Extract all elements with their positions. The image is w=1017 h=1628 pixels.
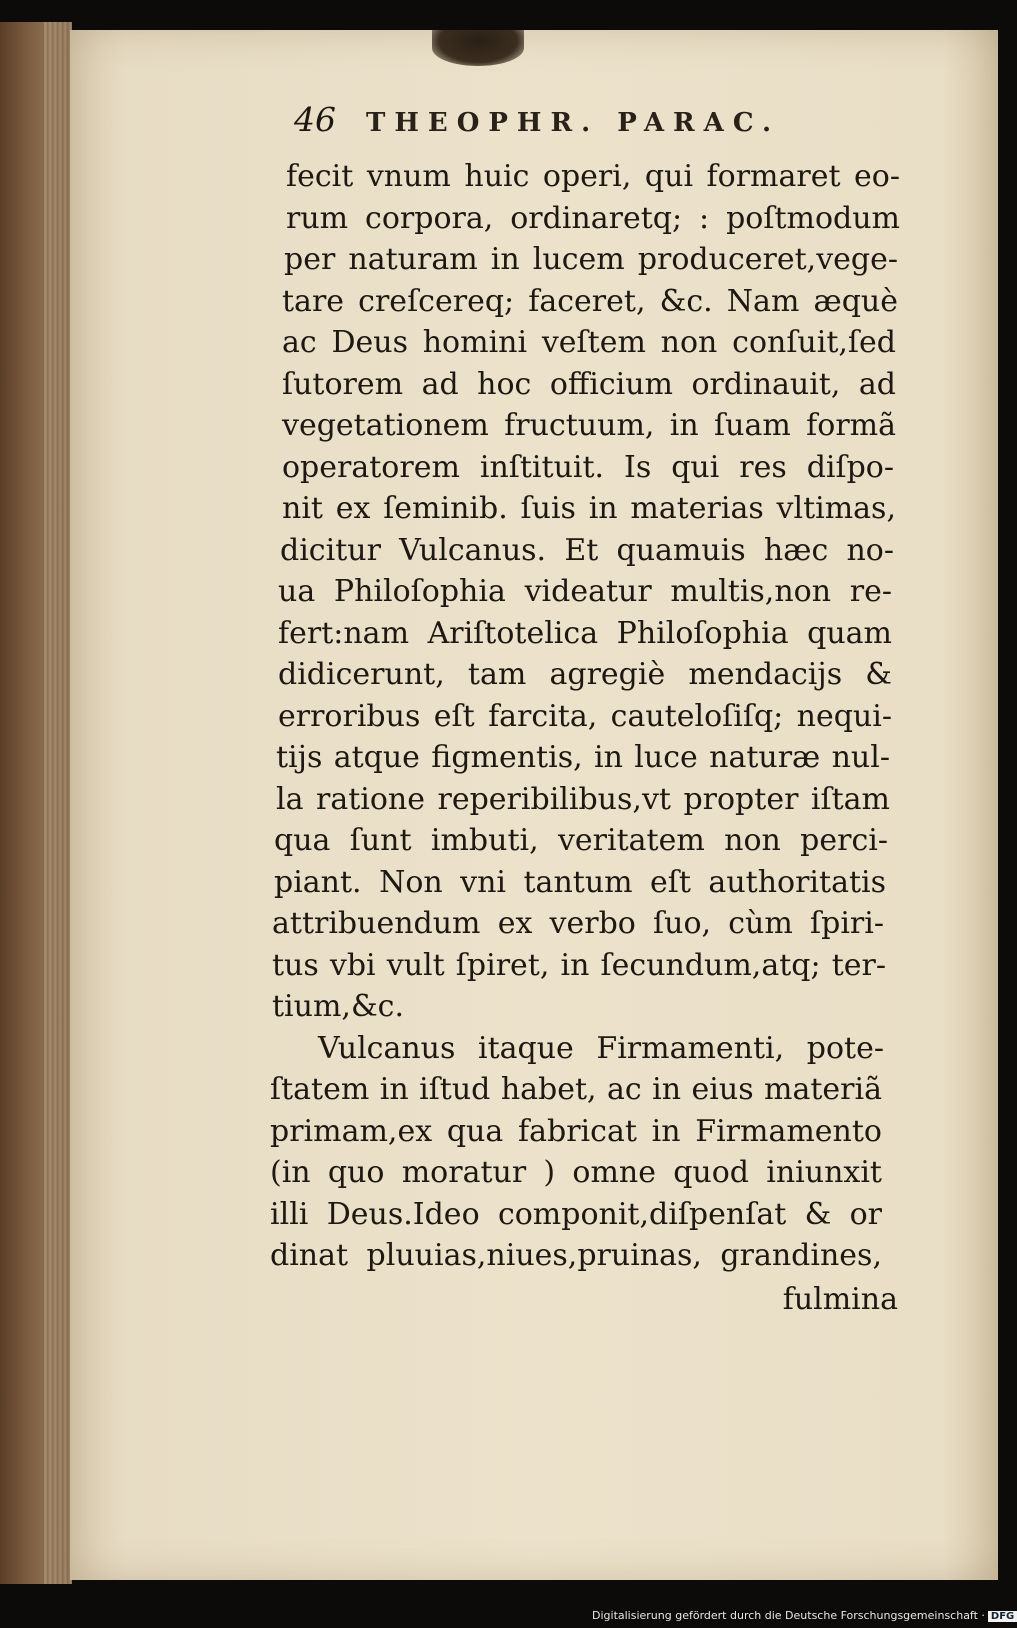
text-line: qua ſunt imbuti, veritatem non perci- xyxy=(274,823,888,858)
page-number: 46 xyxy=(294,100,336,139)
text-line: ſtatem in iſtud habet, ac in eius materiã xyxy=(270,1072,882,1107)
text-line: nit ex ſeminib. ſuis in materias vltimas, xyxy=(282,491,896,526)
book-page-edges xyxy=(0,22,72,1584)
text-line: ua Philoſophia videatur multis,non re- xyxy=(278,574,892,609)
running-head xyxy=(294,100,970,156)
text-line: fecit vnum huic operi, qui formaret eo- xyxy=(286,159,900,194)
ink-stain xyxy=(432,30,524,66)
text-line: illi Deus.Ideo componit,diſpenſat & or xyxy=(270,1196,882,1232)
text-line: dinat pluuias,niues,pruinas, grandines, xyxy=(270,1238,882,1273)
text-line: per naturam in lucem produceret,vege- xyxy=(284,242,898,277)
text-line: Vulcanus itaque Firmamenti, pote- xyxy=(318,1030,884,1066)
dfg-logo-badge: DFG xyxy=(988,1611,1017,1622)
digitization-credit xyxy=(592,1609,1017,1622)
credit-text: Digitalisierung gefördert durch die Deutsche Forschungsgemeinschaft · xyxy=(592,1609,985,1622)
text-line: la ratione reperibilibus,vt propter iſtam xyxy=(276,781,890,817)
text-line: tare creſcereq; faceret, &c. Nam æquè xyxy=(282,283,898,319)
text-line: didicerunt, tam agregiè mendacijs & xyxy=(278,657,892,692)
text-line: fert:nam Ariſtotelica Philoſophia quam xyxy=(278,615,892,651)
text-line: vegetationem fructuum, in ſuam formã xyxy=(282,408,896,443)
text-line: erroribus eſt farcita, cauteloſiſq; nequi- xyxy=(278,698,892,734)
text-line: ac Deus homini veſtem non conſuit,ſed xyxy=(282,325,896,360)
text-line: tijs atque figmentis, in luce naturæ nul- xyxy=(276,740,890,775)
text-line: primam,ex qua fabricat in Firmamento xyxy=(270,1113,882,1149)
text-line: dicitur Vulcanus. Et quamuis hæc no- xyxy=(280,532,894,568)
text-line: tus vbi vult ſpiret, in ſecundum,atq; ter- xyxy=(272,947,886,983)
text-line: (in quo moratur ) omne quod iniunxit xyxy=(270,1155,882,1190)
text-block xyxy=(210,100,970,1320)
text-line: piant. Non vni tantum eſt authoritatis xyxy=(274,864,886,900)
text-line: attribuendum ex verbo ſuo, cùm ſpiri- xyxy=(272,906,884,941)
running-title: THEOPHR. PARAC. xyxy=(366,108,781,138)
text-line: rum corpora, ordinaretq; : poſtmodum xyxy=(286,200,900,236)
catchword: fulmina xyxy=(782,1281,898,1317)
text-line: tium,&c. xyxy=(272,989,404,1024)
text-line: ſutorem ad hoc officium ordinauit, ad xyxy=(282,366,896,402)
text-line: operatorem inſtituit. Is qui res diſpo- xyxy=(282,449,894,485)
